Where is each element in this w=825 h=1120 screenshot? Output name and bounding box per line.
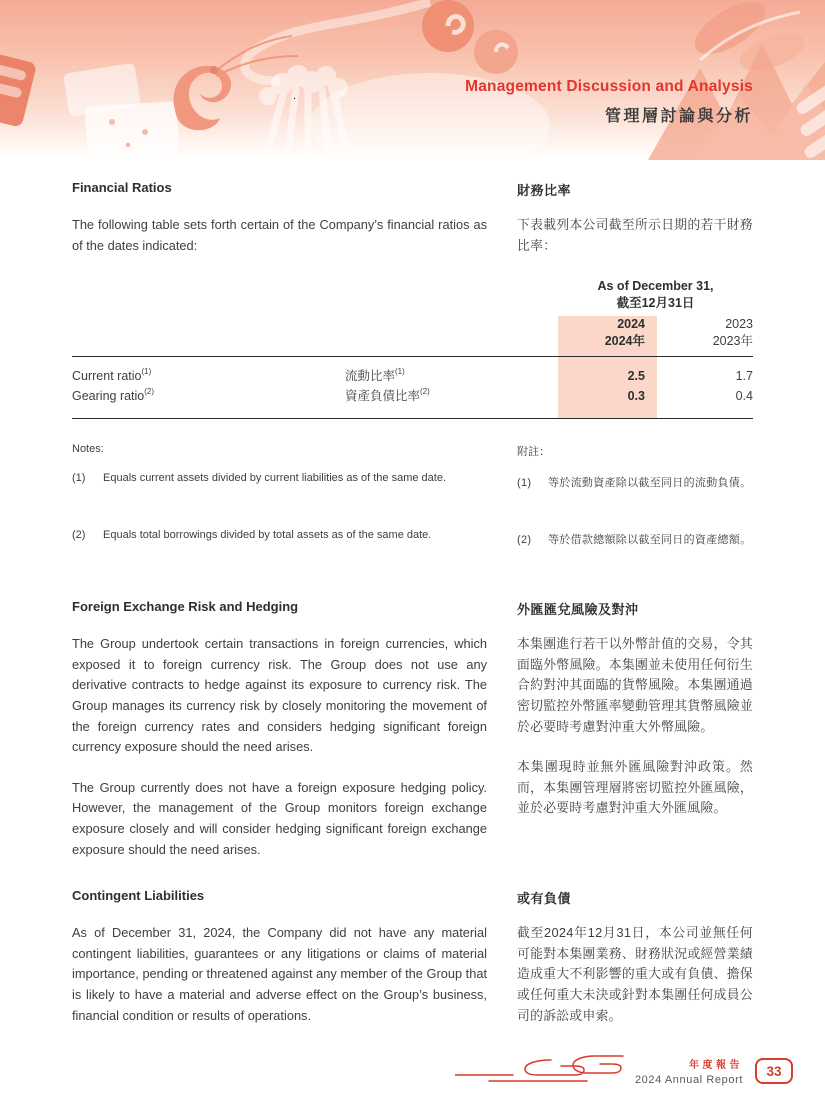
table-group-header [72, 278, 753, 316]
page-content [0, 180, 825, 1026]
section-heading-fx-zh: 外匯匯兌風險及對沖 [517, 602, 639, 618]
table-row-current-ratio [72, 366, 753, 386]
notes-heading-en: Notes: [72, 443, 104, 456]
contingent-paragraph-zh: 截至2024年12月31日，本公司並無任何可能對本集團業務、財務狀況或經營業績造成重大不利影響的重大或有負債、擔保或任何重大未決或針對本集團任何成員公司的訴訟或申索。 [517, 925, 753, 1023]
steam-swirl-icon [245, 2, 430, 81]
note-item-1-zh [517, 474, 753, 516]
section-heading-financial-ratios-zh: 財務比率 [517, 183, 572, 198]
tofu-cubes-icon [63, 63, 180, 160]
note-text: Equals current assets divided by current liabilities as of the same date. [103, 472, 447, 485]
stray-dot: . [293, 90, 297, 102]
value-2023: 0.4 [735, 389, 753, 404]
note-item-2-en [72, 527, 487, 569]
footnote-ref: (1) [395, 367, 405, 377]
table-bottom-rule [72, 418, 753, 419]
footnote-ref: (2) [144, 387, 155, 397]
report-title-en: 2024 Annual Report [634, 1074, 743, 1086]
note-number: (1) [72, 472, 86, 485]
col-group-label-en: As of December 31, [597, 279, 714, 294]
col-group-label-zh: 截至12月31日 [616, 296, 695, 311]
page-title-zh: 管理層討論與分析 [604, 108, 753, 125]
intro-paragraph-en: The following table sets forth certain of the Company’s financial ratios as of the dates indicated: [72, 217, 487, 253]
footnote-ref: (1) [141, 367, 152, 377]
section-heading-contingent-zh: 或有負債 [517, 891, 572, 907]
contingent-heading-row [72, 888, 753, 907]
value-2024: 0.3 [627, 389, 645, 404]
fx-paragraphs-row [72, 634, 753, 860]
table-year-header [72, 316, 753, 350]
page-footer [455, 1048, 793, 1094]
table-row-gearing-ratio [72, 386, 753, 406]
meat-rolls-icon [422, 0, 518, 74]
page-title-en: Management Discussion and Analysis [465, 78, 753, 95]
fx-paragraph-1-zh: 本集團進行若干以外幣計值的交易，令其面臨外幣風險。本集團並未使用任何衍生合約對沖其面臨的貨幣風險。本集團通過密切監控外幣匯率變動管理其貨幣風險並於必要時考慮對沖重大外幣風險。 [517, 636, 753, 734]
row-label-en: Gearing ratio [72, 389, 145, 404]
value-2023: 1.7 [735, 369, 753, 384]
cloud-motif-icon [455, 1054, 625, 1094]
note-text: Equals total borrowings divided by total assets as of the same date. [103, 529, 432, 542]
notes-heading-zh: 附註： [517, 446, 550, 459]
value-2024: 2.5 [627, 369, 645, 384]
footnote-ref: (2) [420, 387, 430, 397]
note-number: (2) [72, 529, 86, 542]
intro-paragraph-zh: 下表載列本公司截至所示日期的若干財務比率： [517, 217, 753, 253]
fx-paragraph-2-zh: 本集團現時並無外匯風險對沖政策。然而，本集團管理層將密切監控外匯風險，並於必要時考慮對沖重大外匯風險。 [517, 759, 753, 816]
financial-ratios-intro-row [72, 215, 753, 256]
basket-icon [0, 50, 37, 128]
financial-ratios-table [72, 278, 753, 419]
page-number-badge: 33 [755, 1058, 793, 1084]
note-text: 等於借款總額除以截至同日的資產總額。 [548, 534, 752, 547]
row-label-zh: 資產負債比率 [345, 389, 421, 404]
row-label-zh: 流動比率 [345, 369, 396, 384]
note-item-1-en [72, 470, 487, 512]
note-item-2-zh [517, 531, 753, 573]
row-label-en: Current ratio [72, 369, 142, 384]
contingent-paragraph-en: As of December 31, 2024, the Company did not have any material contingent liabilities, guarantees or any litigations or claims of material importance, pending or threatened against any member of the Group that is likely to have a material and adverse effect on the Group’s business, financial condition or results of operations. [72, 925, 487, 1023]
leaf-icon [687, 0, 810, 78]
section-heading-financial-ratios-en: Financial Ratios [72, 180, 172, 195]
section-heading-fx-en: Foreign Exchange Risk and Hedging [72, 599, 299, 615]
note-number: (1) [517, 477, 532, 490]
financial-ratios-heading-row [72, 180, 753, 199]
fx-paragraph-2-en: The Group currently does not have a foreign exposure hedging policy. However, the management of the Group monitors foreign exchange exposure closely and will consider hedging significant foreign exchange exposure should the need arises. [72, 779, 487, 857]
year-2023-zh: 2023年 [712, 334, 753, 349]
note-number: (2) [517, 534, 532, 547]
fx-paragraph-1-en: The Group undertook certain transactions in foreign currencies, which exposed it to foreign currency risk. The Group does not use any derivative contracts to hedge against its exposure to currency risk. The Group manages its currency risk by closely monitoring the movement of the foreign currency rates and considers hedging significant foreign currency exposure should the need arises. [72, 636, 487, 755]
year-2023-en: 2023 [725, 317, 753, 332]
section-heading-contingent-en: Contingent Liabilities [72, 888, 205, 904]
notes-block [72, 443, 753, 573]
year-2024-zh: 2024年 [604, 334, 645, 349]
contingent-paragraph-row [72, 923, 753, 1026]
year-2024-en: 2024 [617, 317, 645, 332]
note-text: 等於流動資產除以截至同日的流動負債。 [548, 477, 752, 490]
report-title-zh: 年度報告 [689, 1060, 743, 1071]
fx-heading-row [72, 599, 753, 618]
page-banner [0, 0, 825, 160]
